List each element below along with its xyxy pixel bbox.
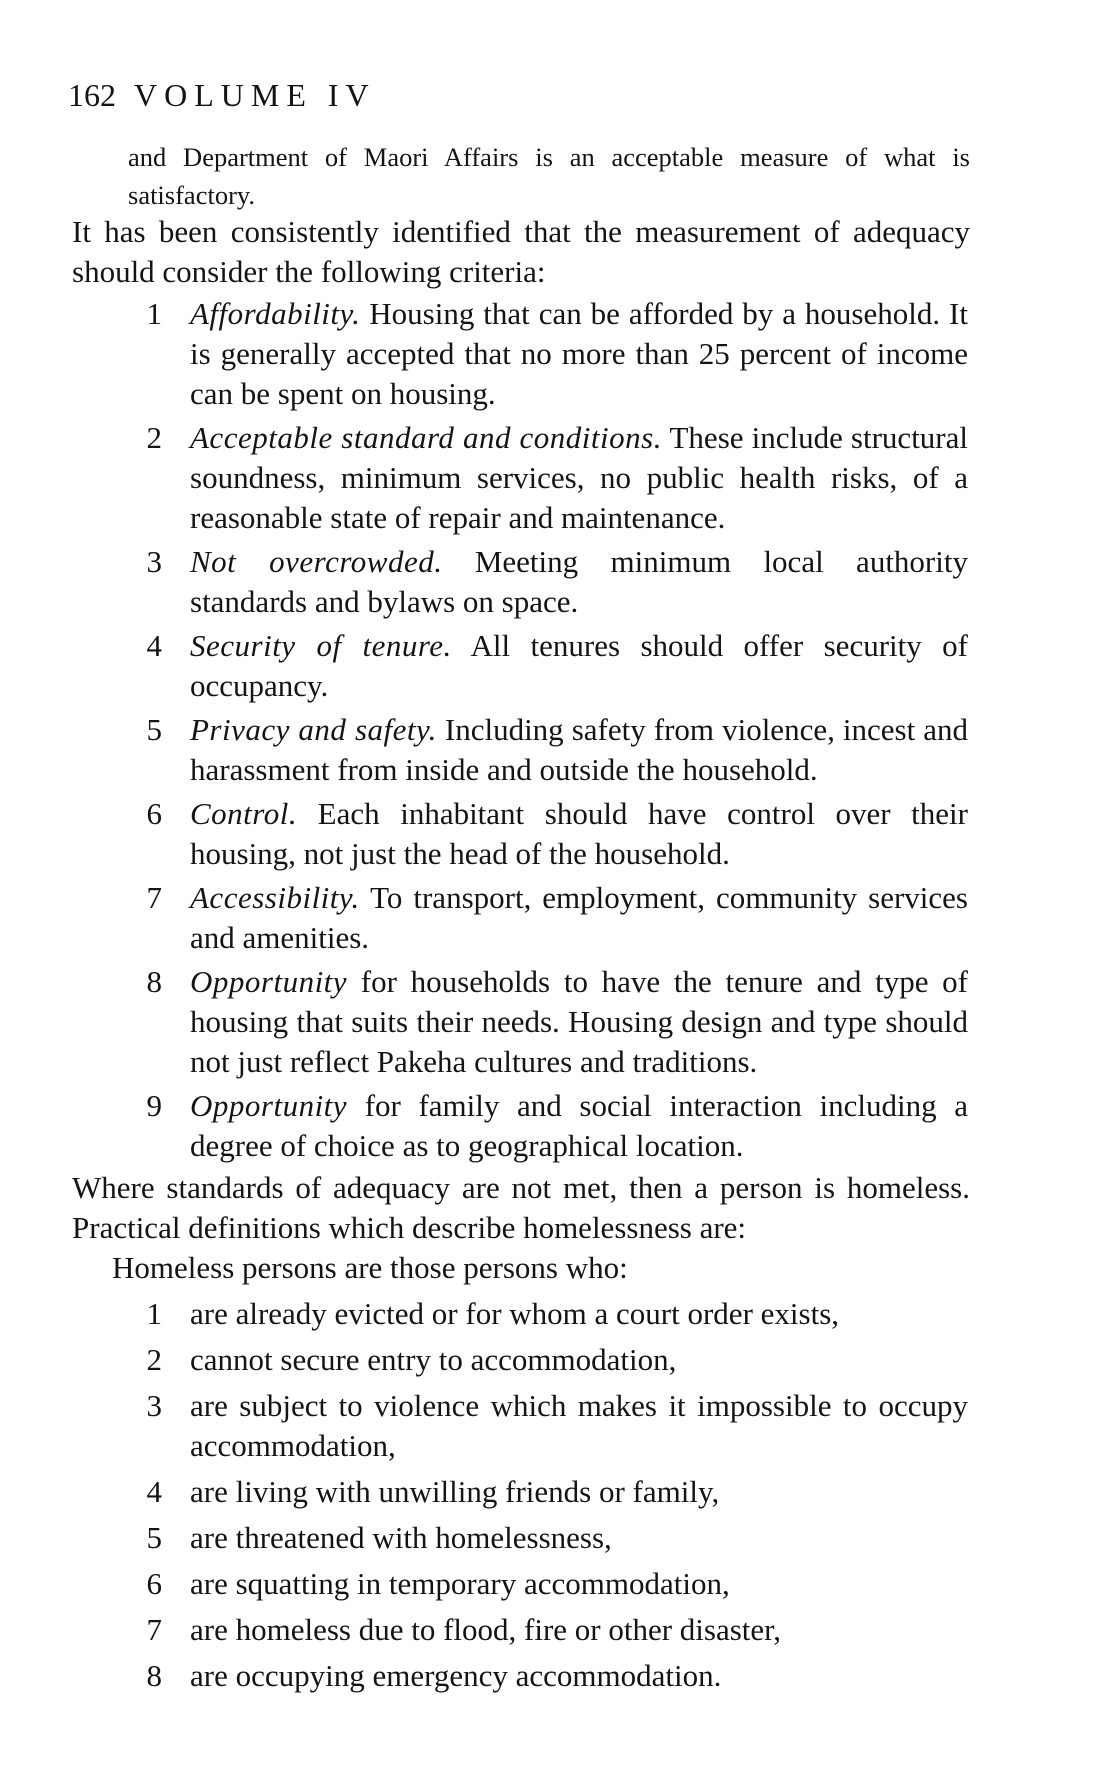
item-number: 4	[146, 628, 162, 663]
item-number: 7	[146, 880, 162, 915]
item-number: 8	[146, 1658, 162, 1693]
item-text	[190, 878, 968, 958]
item-text: are subject to violence which makes it impossible to occupy accommodation,	[190, 1388, 968, 1463]
item-number: 7	[146, 1612, 162, 1647]
item-text: are squatting in temporary accommodation,	[190, 1566, 730, 1601]
item-lead: Opportunity	[190, 964, 348, 999]
item-text	[190, 962, 968, 1082]
item-text: are already evicted or for whom a court order exists,	[190, 1296, 840, 1331]
item-number: 3	[146, 544, 162, 579]
item-lead: Affordability.	[190, 296, 361, 331]
item-lead: Security of tenure.	[190, 628, 452, 663]
item-lead: Accessibility.	[190, 880, 360, 915]
item-body: for households to have the tenure and type of housing that suits their needs. Housing design and type should not just reflect Pakeha cultures and traditions.	[190, 964, 968, 1079]
item-text: cannot secure entry to accommodation,	[190, 1342, 677, 1377]
item-text	[190, 710, 968, 790]
item-number: 3	[146, 1388, 162, 1423]
item-text: are occupying emergency accommodation.	[190, 1658, 722, 1693]
item-lead: Not overcrowded.	[190, 544, 443, 579]
item-body: Each inhabitant should have control over their housing, not just the head of the household.	[190, 796, 968, 871]
item-number: 4	[146, 1474, 162, 1509]
item-text	[190, 542, 968, 622]
item-number: 8	[146, 964, 162, 999]
item-body: These include structural soundness, minimum services, no public health risks, of a reasonable state of repair and maintenance.	[190, 420, 968, 535]
homeless-intro: Homeless persons are those persons who:	[112, 1250, 628, 1285]
item-number: 2	[146, 420, 162, 455]
item-body: Housing that can be afforded by a household. It is generally accepted that no more than 25 percent of income can be spent on housing.	[190, 296, 968, 411]
volume-title: VOLUME IV	[134, 77, 376, 113]
item-body: Including safety from violence, incest and harassment from inside and outside the household.	[190, 712, 968, 787]
item-text	[190, 794, 968, 874]
item-number: 1	[146, 296, 162, 331]
item-number: 6	[146, 1566, 162, 1601]
item-number: 2	[146, 1342, 162, 1377]
item-body: for family and social interaction including a degree of choice as to geographical location.	[190, 1088, 968, 1163]
item-body: To transport, employment, community services and amenities.	[190, 880, 968, 955]
item-text	[190, 1086, 968, 1166]
item-number: 5	[146, 712, 162, 747]
item-text: are living with unwilling friends or family,	[190, 1474, 720, 1509]
item-text: are threatened with homelessness,	[190, 1520, 612, 1555]
item-number: 9	[146, 1088, 162, 1123]
item-lead: Acceptable standard and conditions.	[190, 420, 662, 455]
item-lead: Privacy and safety.	[190, 712, 437, 747]
item-lead: Opportunity	[190, 1088, 348, 1123]
item-text	[190, 294, 968, 414]
item-number: 1	[146, 1296, 162, 1331]
paragraph-criteria-intro: It has been consistently identified that the measurement of adequacy should consider the following criteria:	[72, 214, 970, 289]
quote-continuation: and Department of Maori Affairs is an acceptable measure of what is satisfactory.	[128, 142, 970, 210]
item-body: Meeting minimum local authority standards and bylaws on space.	[190, 544, 968, 619]
item-number: 5	[146, 1520, 162, 1555]
paragraph-homelessness-definition: Where standards of adequacy are not met, then a person is homeless. Practical definitions which describe homelessness are:	[72, 1170, 970, 1245]
running-header	[68, 76, 376, 114]
item-lead: Control.	[190, 796, 298, 831]
item-body: All tenures should offer security of occupancy.	[190, 628, 968, 703]
page-number: 162	[68, 77, 116, 113]
item-text	[190, 626, 968, 706]
item-text	[190, 418, 968, 538]
item-text: are homeless due to flood, fire or other disaster,	[190, 1612, 782, 1647]
item-number: 6	[146, 796, 162, 831]
